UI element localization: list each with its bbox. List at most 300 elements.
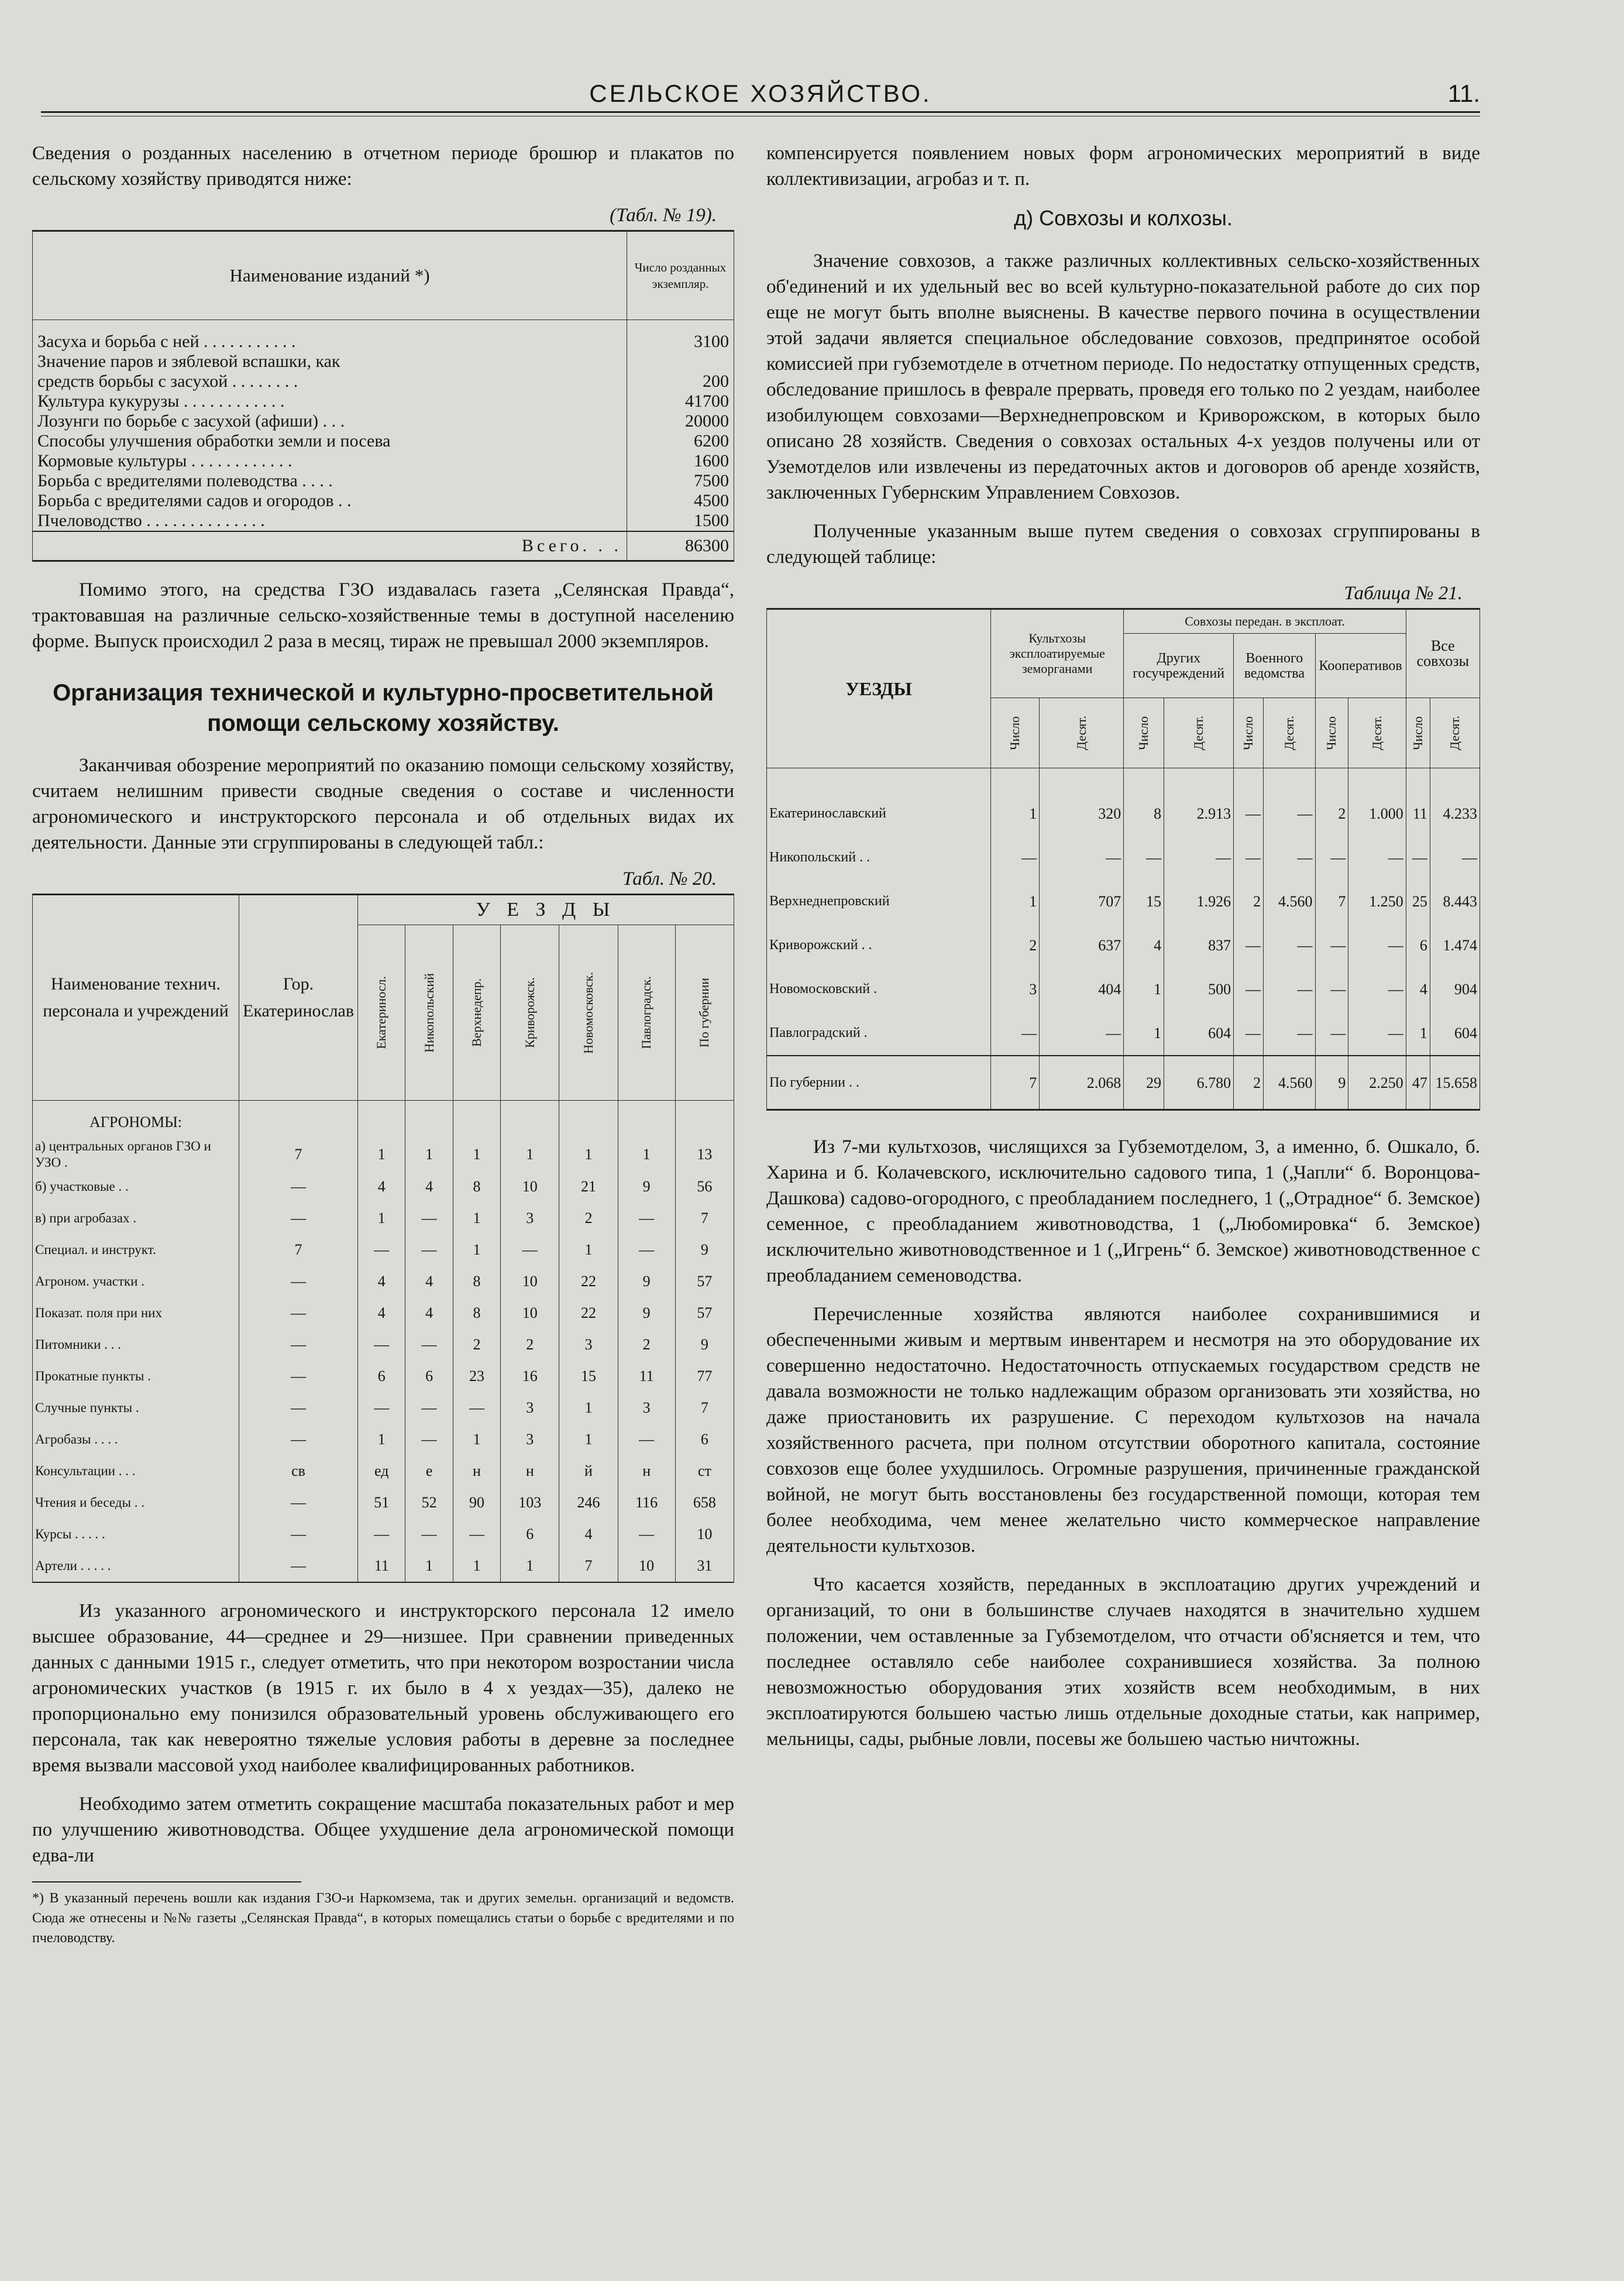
row-value: 2: [453, 1329, 500, 1361]
row-label: Курсы . . . . .: [33, 1519, 239, 1550]
paragraph: компенсируется появлением новых форм агрономических мероприятий в виде коллективизации, агробаз и т. п.: [766, 143, 1480, 190]
row-value: —: [1234, 836, 1264, 880]
page-number: 11.: [1447, 80, 1480, 107]
row-value: 2: [618, 1329, 675, 1361]
section-label: АГРОНОМЫ:: [33, 1101, 239, 1139]
row-value: —: [1264, 967, 1315, 1011]
row-value: —: [1164, 836, 1234, 880]
row-value: 9: [618, 1266, 675, 1297]
row-value: 10: [501, 1297, 559, 1329]
table-label: (Табл. № 19).: [610, 205, 717, 226]
row-value: —: [239, 1203, 358, 1234]
column-header: [453, 925, 500, 1101]
row-label: Верхнеднепровский: [767, 880, 991, 923]
row-value: 604: [1164, 1011, 1234, 1056]
row-value: —: [239, 1424, 358, 1455]
column-header: [618, 925, 675, 1101]
row-value: —: [239, 1392, 358, 1424]
row-value: 4: [1406, 967, 1430, 1011]
empty-cell: [239, 1101, 358, 1139]
row-value: 8: [1124, 768, 1164, 836]
paragraph: Полученные указанным выше путем сведения о совхозах сгруппированы в следующей таблице:: [766, 521, 1480, 568]
total-value: 2.250: [1348, 1056, 1406, 1110]
column-header-label: Десят.: [1191, 716, 1206, 750]
row-label: Питомники . . .: [33, 1329, 239, 1361]
row-value: —: [1264, 768, 1315, 836]
empty-cell: [559, 1101, 618, 1139]
row-value: 1: [501, 1550, 559, 1582]
column-header: Кооперативов: [1315, 634, 1406, 698]
row-value: 246: [559, 1487, 618, 1519]
row-value: 1: [501, 1138, 559, 1171]
table-row: [33, 320, 734, 352]
row-value: 7: [239, 1234, 358, 1266]
row-value: —: [991, 836, 1040, 880]
table-row: [33, 451, 734, 471]
row-value: —: [1264, 836, 1315, 880]
row-value: 3: [501, 1203, 559, 1234]
row-label: Борьба с вредителями полеводства . . . .: [33, 471, 627, 491]
row-value: —: [405, 1519, 453, 1550]
row-value: —: [239, 1550, 358, 1582]
row-value: —: [239, 1487, 358, 1519]
paragraph: Что касается хозяйств, переданных в эксплоатацию других учреждений и организаций, то они в большинстве случаев находятся в значительно худшем положении, чем оставленные за Губземотделом, что отчасти об'ясняется и тем, что последнее оставляло себе наиболее сохранившиеся хозяйства. За полною невозможностью оборудования этих хозяйств всем необходимым, в них эксплоатируются большею частью лишь отдельные доходные статьи, как например, мельницы, сады, рыбные ловли, посевы же большею частью ничтожны.: [766, 1574, 1480, 1750]
total-value: 2: [1234, 1056, 1264, 1110]
row-label: Пчеловодство . . . . . . . . . . . . . .: [33, 511, 627, 531]
row-value: —: [1234, 768, 1264, 836]
column-header-label: Десят.: [1370, 716, 1385, 750]
row-value: 13: [675, 1138, 734, 1171]
column-header: [1406, 698, 1430, 768]
row-value: —: [1234, 923, 1264, 967]
row-value: 6: [405, 1361, 453, 1392]
row-label: Кормовые культуры . . . . . . . . . . . .: [33, 451, 627, 471]
row-value: е: [405, 1455, 453, 1487]
row-value: 51: [358, 1487, 405, 1519]
row-value: —: [239, 1519, 358, 1550]
table-row: [33, 1171, 734, 1203]
row-value: 1: [405, 1550, 453, 1582]
row-value: 9: [675, 1234, 734, 1266]
row-value: 2: [1234, 880, 1264, 923]
row-value: 6: [501, 1519, 559, 1550]
row-label: б) участковые . .: [33, 1171, 239, 1203]
row-label: Значение паров и зяблевой вспашки, как: [33, 352, 627, 372]
row-label: средств борьбы с засухой . . . . . . . .: [33, 372, 627, 391]
row-value: 1: [991, 768, 1040, 836]
row-value: —: [1234, 967, 1264, 1011]
column-header: Гор. Екатеринослав: [239, 895, 358, 1101]
table-19: [32, 230, 734, 562]
column-header: Все совхозы: [1406, 609, 1480, 698]
row-label: Прокатные пункты .: [33, 1361, 239, 1392]
row-value: 1: [358, 1138, 405, 1171]
paragraph: Значение совхозов, а также различных коллективных сельско-хозяйственных об'единений и их удельный вес во всей культурно-показательной работе до сих пор еще не могут быть вполне выяснены. В качестве первого почина в осуществлении этой задачи является специальное обследование совхозов, предпринятое особой комиссией при губземотделе в отчетном периоде. По недостатку отпущенных средств, обследование пришлось в феврале прервать, проведя его только по 2 уездам, наиболее изобилующем совхозами—Верхнеднепровском и Криворожском, в которых было описано 28 хозяйств. Сведения о совхозах остальных 4-х уездов получены или от Уземотделов или извлечены из передаточных актов и договоров об аренде хозяйств, заключенных Губернским Управлением Совхозов.: [766, 250, 1480, 503]
column-header: Культхозы эксплоатируемые земорганами: [991, 609, 1124, 698]
column-header: Наименование технич. персонала и учреждений: [33, 895, 239, 1101]
row-value: —: [358, 1392, 405, 1424]
row-value: 4: [405, 1171, 453, 1203]
header-rule: [41, 111, 1480, 116]
row-value: 4: [559, 1519, 618, 1550]
row-value: —: [405, 1392, 453, 1424]
empty-cell: [358, 1101, 405, 1139]
total-value: 7: [991, 1056, 1040, 1110]
column-group-header: У Е З Д Ы: [358, 895, 734, 925]
row-value: —: [1264, 923, 1315, 967]
row-value: —: [618, 1519, 675, 1550]
row-label: Екатеринославский: [767, 768, 991, 836]
row-value: 1500: [627, 511, 734, 531]
row-value: 22: [559, 1266, 618, 1297]
row-value: —: [1348, 836, 1406, 880]
empty-cell: [501, 1101, 559, 1139]
table-row: [767, 768, 1480, 836]
row-value: 1: [453, 1550, 500, 1582]
row-value: —: [239, 1297, 358, 1329]
row-value: 707: [1040, 880, 1124, 923]
row-value: —: [1040, 836, 1124, 880]
row-value: 7500: [627, 471, 734, 491]
total-row: [767, 1056, 1480, 1110]
column-header: [675, 925, 734, 1101]
footnote-rule: [32, 1881, 301, 1882]
column-header: [405, 925, 453, 1101]
table-row: [33, 1519, 734, 1550]
table-row: [33, 1550, 734, 1582]
column-header-label: Екатериносл.: [374, 976, 389, 1049]
row-value: 57: [675, 1266, 734, 1297]
row-value: —: [1348, 923, 1406, 967]
row-value: —: [1264, 1011, 1315, 1056]
row-value: 57: [675, 1297, 734, 1329]
row-value: 1: [1124, 967, 1164, 1011]
row-value: 1: [453, 1203, 500, 1234]
table-row: [33, 411, 734, 431]
paragraph: Сведения о розданных населению в отчетном периоде брошюр и плакатов по сельскому хозяйству приводятся ниже:: [32, 143, 734, 190]
row-value: 2.913: [1164, 768, 1234, 836]
column-header: [1164, 698, 1234, 768]
row-value: 25: [1406, 880, 1430, 923]
row-label: Консультации . . .: [33, 1455, 239, 1487]
column-header-label: Верхнедепр.: [469, 978, 484, 1047]
row-value: —: [1430, 836, 1480, 880]
row-value: 658: [675, 1487, 734, 1519]
total-row: [33, 531, 734, 561]
row-value: 904: [1430, 967, 1480, 1011]
table-row: [33, 391, 734, 411]
table-row: [33, 511, 734, 531]
row-value: 2: [1315, 768, 1348, 836]
row-value: —: [1315, 836, 1348, 880]
row-value: —: [239, 1329, 358, 1361]
row-value: 11: [1406, 768, 1430, 836]
row-label: Культура кукурузы . . . . . . . . . . . .: [33, 391, 627, 411]
row-value: 1: [559, 1424, 618, 1455]
empty-cell: [618, 1101, 675, 1139]
column-header: [1124, 698, 1164, 768]
right-column: [766, 140, 1480, 1765]
row-value: 10: [618, 1550, 675, 1582]
table-label: Таблица № 21.: [1344, 583, 1463, 604]
column-header: [1040, 698, 1124, 768]
row-value: —: [239, 1361, 358, 1392]
row-value: 1: [453, 1424, 500, 1455]
table-row: [767, 836, 1480, 880]
table-label: Табл. № 20.: [622, 868, 717, 889]
page-title: СЕЛЬСКОЕ ХОЗЯЙСТВО.: [589, 80, 932, 107]
subsection-heading: д) Совхозы и колхозы.: [1014, 206, 1233, 230]
row-label: Борьба с вредителями садов и огородов . .: [33, 491, 627, 511]
column-header-label: Криворожск.: [522, 977, 537, 1048]
row-label: Случные пункты .: [33, 1392, 239, 1424]
row-value: 7: [559, 1550, 618, 1582]
row-value: н: [501, 1455, 559, 1487]
table-row: [33, 1203, 734, 1234]
row-value: 23: [453, 1361, 500, 1392]
row-value: —: [1406, 836, 1430, 880]
row-value: —: [1315, 923, 1348, 967]
row-value: 11: [618, 1361, 675, 1392]
row-label: Специал. и инструкт.: [33, 1234, 239, 1266]
paragraph: Из указанного агрономического и инструкторского персонала 12 имело высшее образование, 44—среднее и 29—низшее. При сравнении приведенных данных с данными 1915 г., следует отметить, что при некотором возростании числа агрономических участков (в 1915 г. их было в 4 х уездах—35), далеко не пропорционально ему понизился образовательный уровень обслуживающего его персонала, так как невероятно тяжелые условия работы в деревне за последнее время вызвали массовой уход наиболее квалифицированных работников.: [32, 1600, 734, 1776]
row-value: —: [405, 1329, 453, 1361]
column-header-label: Десят.: [1074, 716, 1089, 750]
row-value: 16: [501, 1361, 559, 1392]
paragraph: Перечисленные хозяйства являются наиболее сохранившимися и обеспеченными живым и мертвым инвентарем и несмотря на это оборудование их совершенно недостаточно. Недостаточность отпускаемых государством средств не давала возможности не только надлежащим образом организовать эти хозяйства, но даже приостановить их разрушение. С переходом культхозов на начала хозяйственного расчета, при полном отсутствии оборотного капитала, состояние совхозов еще более ухудшилось. Огромные разрушения, причиненные гражданской войной, не могут быть восстановлены без государственной помощи, которая тем более необходима, чем менее желательно чисто коммерческое направление деятельности культхозов.: [766, 1304, 1480, 1557]
table-row: [33, 352, 734, 372]
row-label: а) центральных органов ГЗО и УЗО .: [33, 1138, 239, 1171]
row-value: 2: [991, 923, 1040, 967]
paragraph: Заканчивая обозрение мероприятий по оказанию помощи сельскому хозяйству, считаем нелишним привести сводные сведения о составе и численности агрономического и инструкторского персонала и об отдельных видах их деятельности. Данные эти сгруппированы в следующей табл.:: [32, 755, 734, 853]
column-header-label: Новомосковск.: [580, 971, 596, 1054]
row-value: 6: [675, 1424, 734, 1455]
row-value: 3: [501, 1424, 559, 1455]
row-value: —: [618, 1424, 675, 1455]
row-value: 604: [1430, 1011, 1480, 1056]
row-value: 4: [358, 1266, 405, 1297]
column-header-label: Десят.: [1447, 716, 1462, 750]
row-value: 1600: [627, 451, 734, 471]
row-value: 1.000: [1348, 768, 1406, 836]
table-row: [33, 431, 734, 451]
row-value: 41700: [627, 391, 734, 411]
row-value: 8: [453, 1266, 500, 1297]
row-value: 1: [991, 880, 1040, 923]
row-value: 3: [618, 1392, 675, 1424]
row-value: н: [618, 1455, 675, 1487]
row-value: 500: [1164, 967, 1234, 1011]
empty-cell: [453, 1101, 500, 1139]
row-value: 103: [501, 1487, 559, 1519]
row-value: 1.474: [1430, 923, 1480, 967]
row-value: —: [453, 1392, 500, 1424]
column-header: [501, 925, 559, 1101]
row-value: 1: [358, 1424, 405, 1455]
row-value: —: [358, 1519, 405, 1550]
column-header: [1264, 698, 1315, 768]
row-value: й: [559, 1455, 618, 1487]
column-header-label: Число: [1136, 716, 1151, 750]
column-header: [1315, 698, 1348, 768]
row-value: 15: [559, 1361, 618, 1392]
row-value: —: [501, 1234, 559, 1266]
row-label: Агроном. участки .: [33, 1266, 239, 1297]
table-20: [32, 894, 734, 1583]
row-value: 1: [559, 1234, 618, 1266]
column-header: Других госучреждений: [1124, 634, 1234, 698]
row-value: —: [1124, 836, 1164, 880]
table-row: [33, 1266, 734, 1297]
row-value: 9: [618, 1171, 675, 1203]
column-header-label: Число: [1241, 716, 1256, 750]
row-value: —: [618, 1234, 675, 1266]
row-value: ст: [675, 1455, 734, 1487]
row-value: 22: [559, 1297, 618, 1329]
row-value: —: [1315, 1011, 1348, 1056]
column-header-label: Число: [1324, 716, 1339, 750]
row-value: 3: [501, 1392, 559, 1424]
row-value: 4: [358, 1297, 405, 1329]
table-row: [33, 1329, 734, 1361]
paragraph: Помимо этого, на средства ГЗО издавалась газета „Селянская Правда“, трактовавшая на различные сельско-хозяйственные темы в доступной населению форме. Выпуск происходил 2 раза в месяц, тираж не превышал 2000 экземпляров.: [32, 579, 734, 652]
column-header-label: По губернии: [697, 977, 712, 1048]
paragraph: Необходимо затем отметить сокращение масштаба показательных работ и мер по улучшению животноводства. Общее ухудшение дела агрономической помощи едва-ли: [32, 1794, 734, 1866]
row-value: 116: [618, 1487, 675, 1519]
row-value: 6200: [627, 431, 734, 451]
row-value: 7: [1315, 880, 1348, 923]
row-value: 8.443: [1430, 880, 1480, 923]
column-header: [1430, 698, 1480, 768]
row-value: —: [405, 1424, 453, 1455]
row-value: 52: [405, 1487, 453, 1519]
row-value: 3: [991, 967, 1040, 1011]
total-value: 6.780: [1164, 1056, 1234, 1110]
table-row: [33, 1234, 734, 1266]
row-value: 3: [559, 1329, 618, 1361]
total-value: 2.068: [1040, 1056, 1124, 1110]
table-row: [33, 1487, 734, 1519]
row-value: 2: [559, 1203, 618, 1234]
row-value: —: [453, 1519, 500, 1550]
row-value: 8: [453, 1297, 500, 1329]
table-row: [767, 880, 1480, 923]
row-value: 4.233: [1430, 768, 1480, 836]
row-value: 7: [675, 1392, 734, 1424]
row-value: 56: [675, 1171, 734, 1203]
footnote: *) В указанный перечень вошли как издания ГЗО-и Наркомзема, так и других земельн. организаций и ведомств. Сюда же отнесены и №№ газеты „Селянская Правда“, в которых помещались статьи о борьбе с вредителями и по пчеловодству.: [32, 1891, 734, 1946]
total-value: 15.658: [1430, 1056, 1480, 1110]
table-row: [33, 1392, 734, 1424]
row-value: 4: [405, 1266, 453, 1297]
row-value: 1: [1124, 1011, 1164, 1056]
row-value: —: [1315, 967, 1348, 1011]
row-value: —: [358, 1329, 405, 1361]
row-value: 90: [453, 1487, 500, 1519]
column-header: [991, 698, 1040, 768]
row-label: Новомосковский .: [767, 967, 991, 1011]
row-label: Агробазы . . . .: [33, 1424, 239, 1455]
total-value: 86300: [627, 531, 734, 561]
column-header: [1234, 698, 1264, 768]
row-label: Никопольский . .: [767, 836, 991, 880]
empty-cell: [405, 1101, 453, 1139]
row-value: 1: [618, 1138, 675, 1171]
row-value: 10: [675, 1519, 734, 1550]
row-value: 320: [1040, 768, 1124, 836]
table-row: [33, 491, 734, 511]
row-value: —: [1348, 967, 1406, 1011]
row-value: 4: [358, 1171, 405, 1203]
row-value: —: [1348, 1011, 1406, 1056]
table-row: [33, 1361, 734, 1392]
row-value: 2: [501, 1329, 559, 1361]
row-value: 3100: [627, 320, 734, 352]
row-value: 200: [627, 372, 734, 391]
row-value: 1: [453, 1234, 500, 1266]
row-value: 10: [501, 1266, 559, 1297]
row-label: Способы улучшения обработки земли и посева: [33, 431, 627, 451]
row-label: Показат. поля при них: [33, 1297, 239, 1329]
row-value: 1: [453, 1138, 500, 1171]
page-header: [41, 80, 1480, 117]
column-header: [559, 925, 618, 1101]
row-value: 4.560: [1264, 880, 1315, 923]
row-label: Павлоградский .: [767, 1011, 991, 1056]
column-header: [1348, 698, 1406, 768]
table-row: [33, 1424, 734, 1455]
row-value: —: [991, 1011, 1040, 1056]
row-value: 637: [1040, 923, 1124, 967]
row-value: —: [405, 1234, 453, 1266]
left-column: [32, 140, 734, 1948]
row-value: 11: [358, 1550, 405, 1582]
row-value: 1.926: [1164, 880, 1234, 923]
row-value: 10: [501, 1171, 559, 1203]
row-value: н: [453, 1455, 500, 1487]
row-value: 77: [675, 1361, 734, 1392]
row-value: 4: [1124, 923, 1164, 967]
table-row: [33, 1297, 734, 1329]
column-header: УЕЗДЫ: [767, 609, 991, 768]
table-row: [33, 1455, 734, 1487]
total-value: 4.560: [1264, 1056, 1315, 1110]
table-row: [33, 471, 734, 491]
table-21: [766, 608, 1480, 1111]
row-value: —: [405, 1203, 453, 1234]
paragraph: Из 7-ми культхозов, числящихся за Губземотделом, 3, а именно, б. Ошкало, б. Харина и б. Колачевского, исключительно садового типа, 1 („Чапли“ б. Воронцова-Дашкова) садово-огородного, с преобладанием последнего, 1 („Отрадное“ б. Земское) семенное, с преобладанием животноводства, 1 („Любомировка“ б. Земское) исключительно животноводственное и 1 („Игрень“ б. Земское) животноводственное с преобладанием семеноводства.: [766, 1136, 1480, 1286]
table-row: [767, 1011, 1480, 1056]
column-header: Наименование изданий *): [33, 231, 627, 320]
table-row: [33, 1138, 734, 1171]
row-value: ед: [358, 1455, 405, 1487]
row-value: —: [1040, 1011, 1124, 1056]
row-label: Чтения и беседы . .: [33, 1487, 239, 1519]
total-label: Всего. . .: [33, 531, 627, 561]
column-header-label: Павлоградск.: [639, 976, 654, 1049]
row-value: 8: [453, 1171, 500, 1203]
row-value: 7: [675, 1203, 734, 1234]
row-value: 20000: [627, 411, 734, 431]
row-value: 6: [358, 1361, 405, 1392]
table-row: [767, 967, 1480, 1011]
empty-cell: [675, 1101, 734, 1139]
column-header-label: Число: [1007, 716, 1023, 750]
column-header-label: Десят.: [1281, 716, 1296, 750]
row-value: 1: [358, 1203, 405, 1234]
row-label: Лозунги по борьбе с засухой (афиши) . . .: [33, 411, 627, 431]
row-value: 6: [1406, 923, 1430, 967]
